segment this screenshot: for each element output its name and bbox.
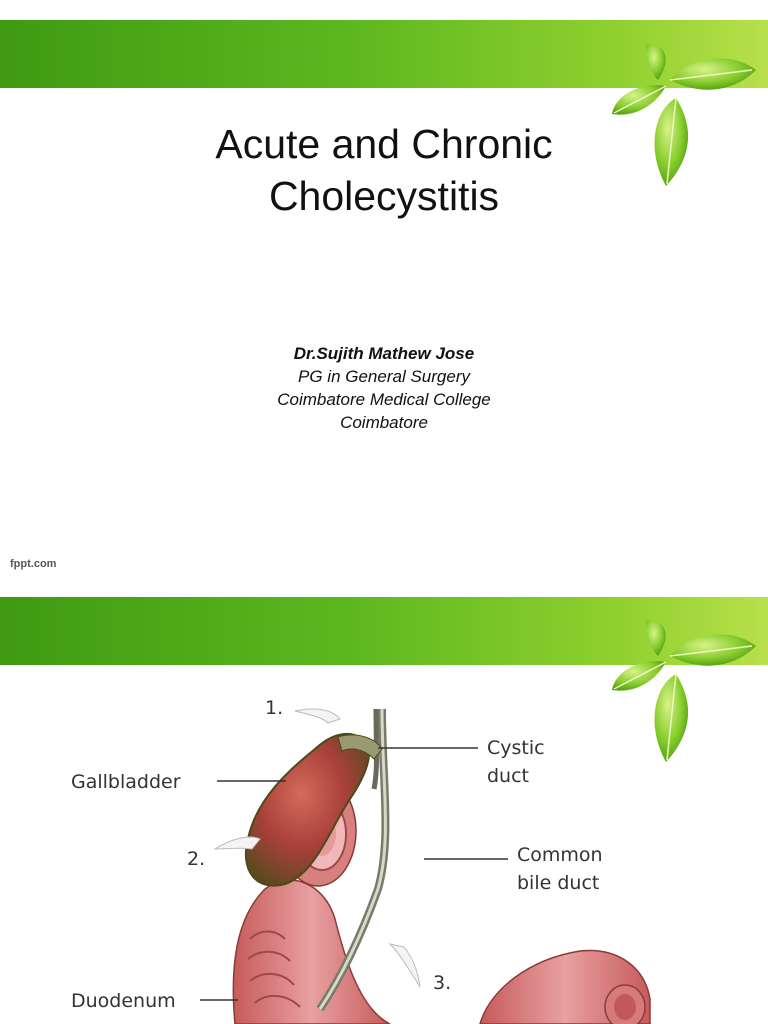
- footer-brand: fppt.com: [10, 558, 57, 570]
- author-name: Dr.Sujith Mathew Jose: [293, 344, 475, 363]
- author-role: PG in General Surgery: [298, 367, 470, 386]
- marker-3: 3.: [433, 972, 452, 994]
- label-cystic-duct-1: Cystic: [487, 737, 545, 759]
- marker-1: 1.: [265, 697, 284, 719]
- slide-title: [0, 118, 768, 222]
- title-line-1: Acute and Chronic: [215, 121, 553, 167]
- title-line-2: Cholecystitis: [268, 173, 500, 219]
- label-common-bile-duct-1: Common: [517, 844, 603, 866]
- label-cystic-duct-2: duct: [487, 765, 529, 787]
- author-city: Coimbatore: [340, 413, 428, 432]
- slide-gap: [0, 582, 768, 594]
- marker-2: 2.: [187, 848, 206, 870]
- author-block: [0, 342, 768, 434]
- author-institution: Coimbatore Medical College: [277, 390, 491, 409]
- gallbladder-diagram: [60, 689, 700, 1024]
- label-duodenum: Duodenum: [71, 990, 176, 1012]
- anatomy-slide: [0, 594, 768, 1024]
- label-common-bile-duct-2: bile duct: [517, 872, 600, 894]
- label-gallbladder: Gallbladder: [71, 771, 181, 793]
